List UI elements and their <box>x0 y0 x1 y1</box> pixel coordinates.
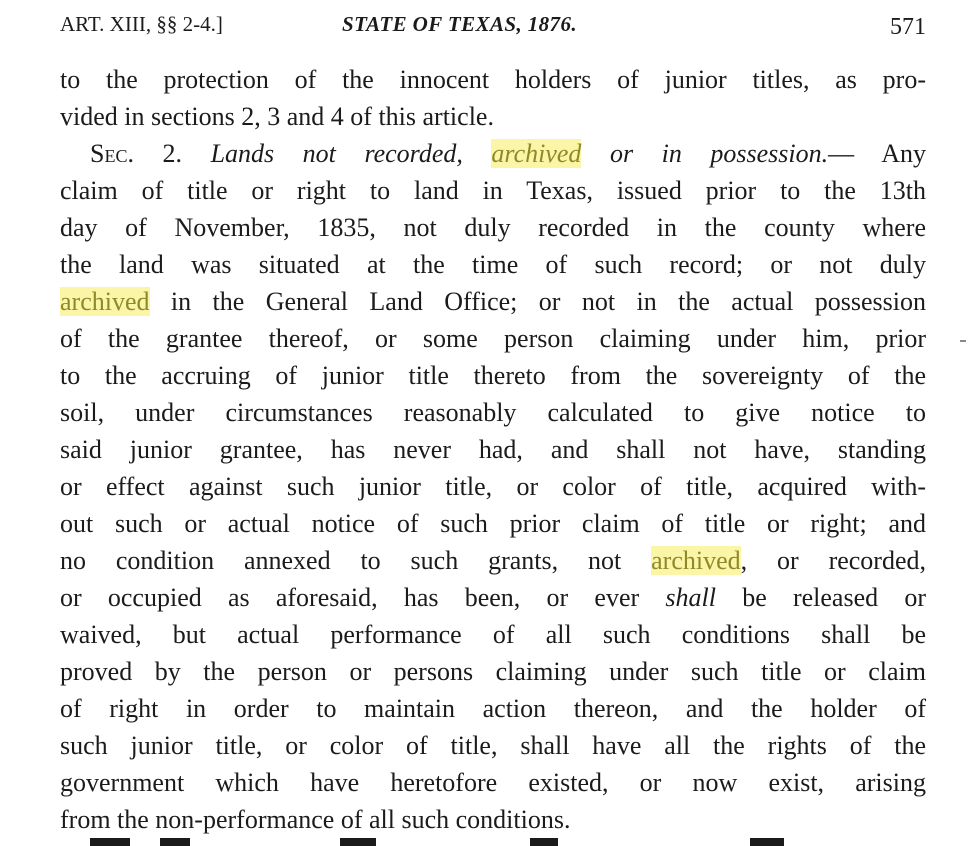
text-fragment: or occupied as aforesaid, has been, or ever <box>60 583 640 612</box>
text-line: waived, but actual performance of all such conditions shall be <box>60 620 926 649</box>
header-article-reference: ART. XIII, §§ 2-4.] <box>60 12 223 36</box>
text-line: to the accruing of junior title thereto from the sovereignty of the <box>60 361 926 390</box>
text-line: soil, under circumstances reasonably calculated to give notice to <box>60 398 926 427</box>
text-line <box>60 284 926 320</box>
page-number: 571 <box>890 14 926 40</box>
highlighted-search-term: archived <box>60 287 150 316</box>
text-fragment: in the General Land Office; or not in the actual possession <box>170 287 926 316</box>
running-header <box>60 8 926 38</box>
text-fragment: no condition annexed to such grants, not <box>60 546 622 575</box>
text-fragment: be released or <box>742 583 927 612</box>
scan-speck <box>960 340 966 342</box>
text-fragment: , or recorded, <box>740 546 927 575</box>
text-line <box>60 543 926 579</box>
text-line: proved by the person or persons claiming under such title or claim <box>60 657 926 686</box>
section-title-part: Lands not recorded, <box>210 139 463 168</box>
text-line: the land was situated at the time of such record; or not duly <box>60 250 926 279</box>
text-line: out such or actual notice of such prior claim of title or right; and <box>60 509 926 538</box>
section-label: Sec. 2. <box>90 139 183 168</box>
text-line: from the non-performance of all such conditions. <box>60 805 571 834</box>
highlighted-search-term: archived <box>651 546 741 575</box>
text-line <box>60 580 926 616</box>
text-line: such junior title, or color of title, shall have all the rights of the <box>60 731 926 760</box>
section-title-part: or in possession. <box>609 139 829 168</box>
section-heading-line <box>60 136 926 172</box>
cropped-next-line <box>60 836 926 846</box>
header-title: STATE OF TEXAS, 1876. <box>342 12 578 36</box>
text-line: of the grantee thereof, or some person claiming under him, prior <box>60 324 926 353</box>
italic-word: shall <box>665 583 716 612</box>
text-line: said junior grantee, has never had, and shall not have, standing <box>60 435 926 464</box>
text-fragment: — Any <box>828 139 927 168</box>
text-line: of right in order to maintain action thereon, and the holder of <box>60 694 926 723</box>
text-line: vided in sections 2, 3 and 4 of this article. <box>60 102 494 131</box>
text-line: claim of title or right to land in Texas, issued prior to the 13th <box>60 176 926 205</box>
text-line: to the protection of the innocent holders of junior titles, as pro- <box>60 65 926 94</box>
text-line: day of November, 1835, not duly recorded in the county where <box>60 213 926 242</box>
text-line: or effect against such junior title, or color of title, acquired with- <box>60 472 926 501</box>
highlighted-search-term: archived <box>491 139 582 168</box>
text-line: government which have heretofore existed, or now exist, arising <box>60 768 926 797</box>
